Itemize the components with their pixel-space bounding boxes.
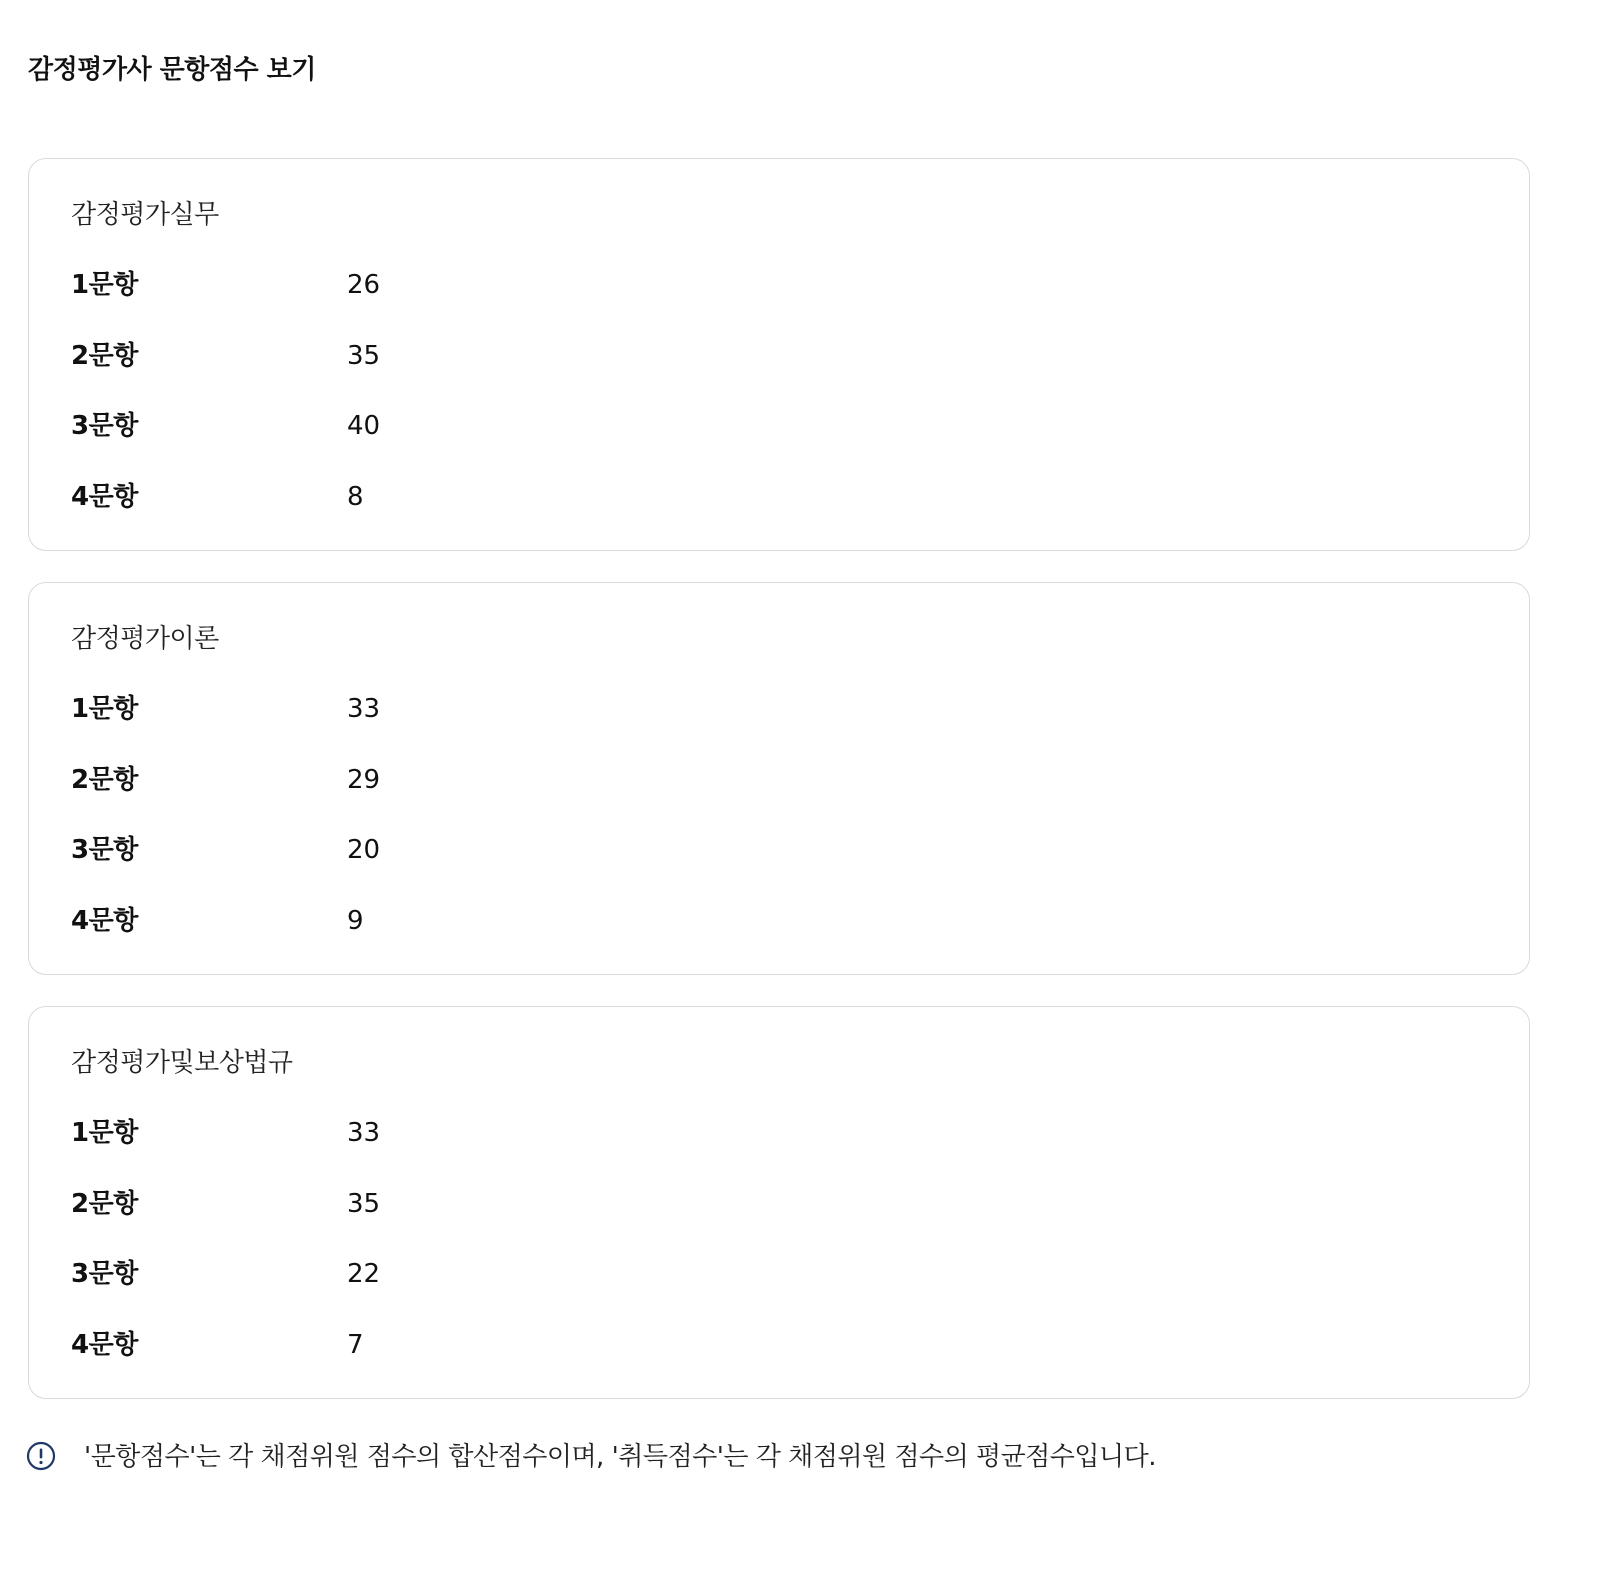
question-label: 2문항 <box>71 1189 138 1219</box>
question-label: 4문항 <box>71 1330 138 1360</box>
question-label: 1문항 <box>71 1118 138 1148</box>
question-score: 22 <box>347 1259 381 1289</box>
score-row <box>71 265 571 305</box>
score-row <box>71 830 571 870</box>
question-label: 3문항 <box>71 411 138 441</box>
score-row <box>71 477 571 517</box>
question-label: 3문항 <box>71 835 138 865</box>
score-row <box>71 1184 571 1224</box>
score-row <box>71 336 571 376</box>
question-label: 2문항 <box>71 341 138 371</box>
question-score: 9 <box>347 906 364 936</box>
question-score: 7 <box>347 1330 364 1360</box>
subject-card-theory <box>28 582 1530 975</box>
question-label: 4문항 <box>71 906 138 936</box>
question-label: 3문항 <box>71 1259 138 1289</box>
score-row <box>71 1254 571 1294</box>
question-score: 33 <box>347 694 381 724</box>
question-score: 35 <box>347 1189 381 1219</box>
score-row <box>71 760 571 800</box>
score-row <box>71 901 571 941</box>
question-score: 8 <box>347 482 364 512</box>
score-row <box>71 1325 571 1365</box>
question-score: 29 <box>347 765 381 795</box>
question-label: 1문항 <box>71 694 138 724</box>
question-score: 33 <box>347 1118 381 1148</box>
subject-card-law <box>28 1006 1530 1399</box>
question-label: 1문항 <box>71 270 138 300</box>
score-notice <box>26 1438 1526 1478</box>
score-row <box>71 1113 571 1153</box>
question-score: 20 <box>347 835 381 865</box>
question-label: 2문항 <box>71 765 138 795</box>
subject-title: 감정평가실무 <box>71 200 219 230</box>
score-row <box>71 406 571 446</box>
page-title: 감정평가사 문항점수 보기 <box>28 55 316 85</box>
subject-title: 감정평가이론 <box>71 624 219 654</box>
notice-text: '문항점수'는 각 채점위원 점수의 합산점수이며, '취득점수'는 각 채점위원 점수의 평균점수입니다. <box>84 1442 1157 1472</box>
question-score: 26 <box>347 270 381 300</box>
question-score: 40 <box>347 411 381 441</box>
subject-title: 감정평가및보상법규 <box>71 1048 293 1078</box>
score-row <box>71 689 571 729</box>
question-score: 35 <box>347 341 381 371</box>
question-label: 4문항 <box>71 482 138 512</box>
info-circle-icon <box>26 1441 56 1471</box>
subject-card-practice <box>28 158 1530 551</box>
